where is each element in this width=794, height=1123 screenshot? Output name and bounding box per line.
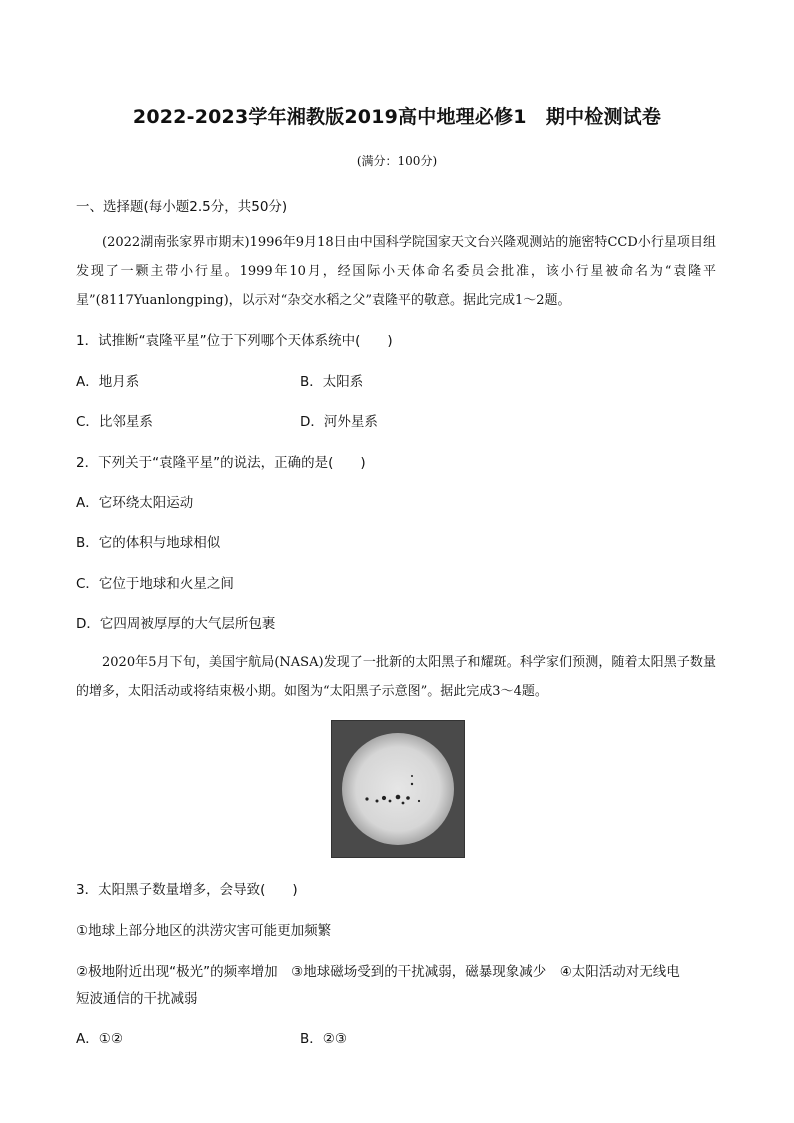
question-3-statements-2-4: ②极地附近出现“极光”的频率增加 ③地球磁场受到的干扰减弱，磁暴现象减少 ④太阳活动对无线电 (76, 964, 680, 980)
question-2-option-c: C．它位于地球和火星之间 (76, 576, 234, 592)
sun-disk (342, 733, 454, 845)
sunspot-figure (331, 720, 465, 858)
question-3-option-b: B．②③ (300, 1031, 347, 1047)
passage-2: 2020年5月下旬，美国宇航局(NASA)发现了一批新的太阳黑子和耀斑。科学家们预测，随着太阳黑子数量的增多，太阳活动或将结束极小期。如图为“太阳黑子示意图”。据此完成3～4题。 (76, 655, 716, 699)
section-heading: 一、选择题(每小题2.5分，共50分) (76, 199, 288, 215)
question-3-statement-4-cont: 短波通信的干扰减弱 (76, 991, 198, 1007)
question-3-stem: 3．太阳黑子数量增多，会导致( ) (76, 882, 298, 898)
question-1-option-d: D．河外星系 (300, 414, 378, 430)
question-2-option-d: D．它四周被厚厚的大气层所包裹 (76, 616, 276, 632)
sun-image (332, 721, 464, 857)
question-2-option-a: A．它环绕太阳运动 (76, 495, 194, 511)
question-1-stem: 1．试推断“袁隆平星”位于下列哪个天体系统中( ) (76, 333, 393, 349)
score-note: (满分：100分) (356, 154, 438, 168)
passage-1: (2022湖南张家界市期末)1996年9月18日由中国科学院国家天文台兴隆观测站的施密特CCD小行星项目组发现了一颗主带小行星。1999年10月，经国际小天体命名委员会批准，该小行星被命名为“袁隆平星”(8117Yuanlongping)，以示对“杂交水稻之父”袁隆平的敬意。据此完成1～2题。 (76, 235, 716, 308)
question-1-option-a: A．地月系 (76, 374, 140, 390)
question-3-option-a: A．①② (76, 1031, 123, 1047)
exam-title: 2022-2023学年湘教版2019高中地理必修1 期中检测试卷 (132, 106, 662, 128)
question-1-option-b: B．太阳系 (300, 374, 364, 390)
question-2-stem: 2．下列关于“袁隆平星”的说法，正确的是( ) (76, 455, 366, 471)
question-3-statement-1: ①地球上部分地区的洪涝灾害可能更加频繁 (76, 923, 332, 939)
question-1-option-c: C．比邻星系 (76, 414, 153, 430)
question-2-option-b: B．它的体积与地球相似 (76, 535, 221, 551)
